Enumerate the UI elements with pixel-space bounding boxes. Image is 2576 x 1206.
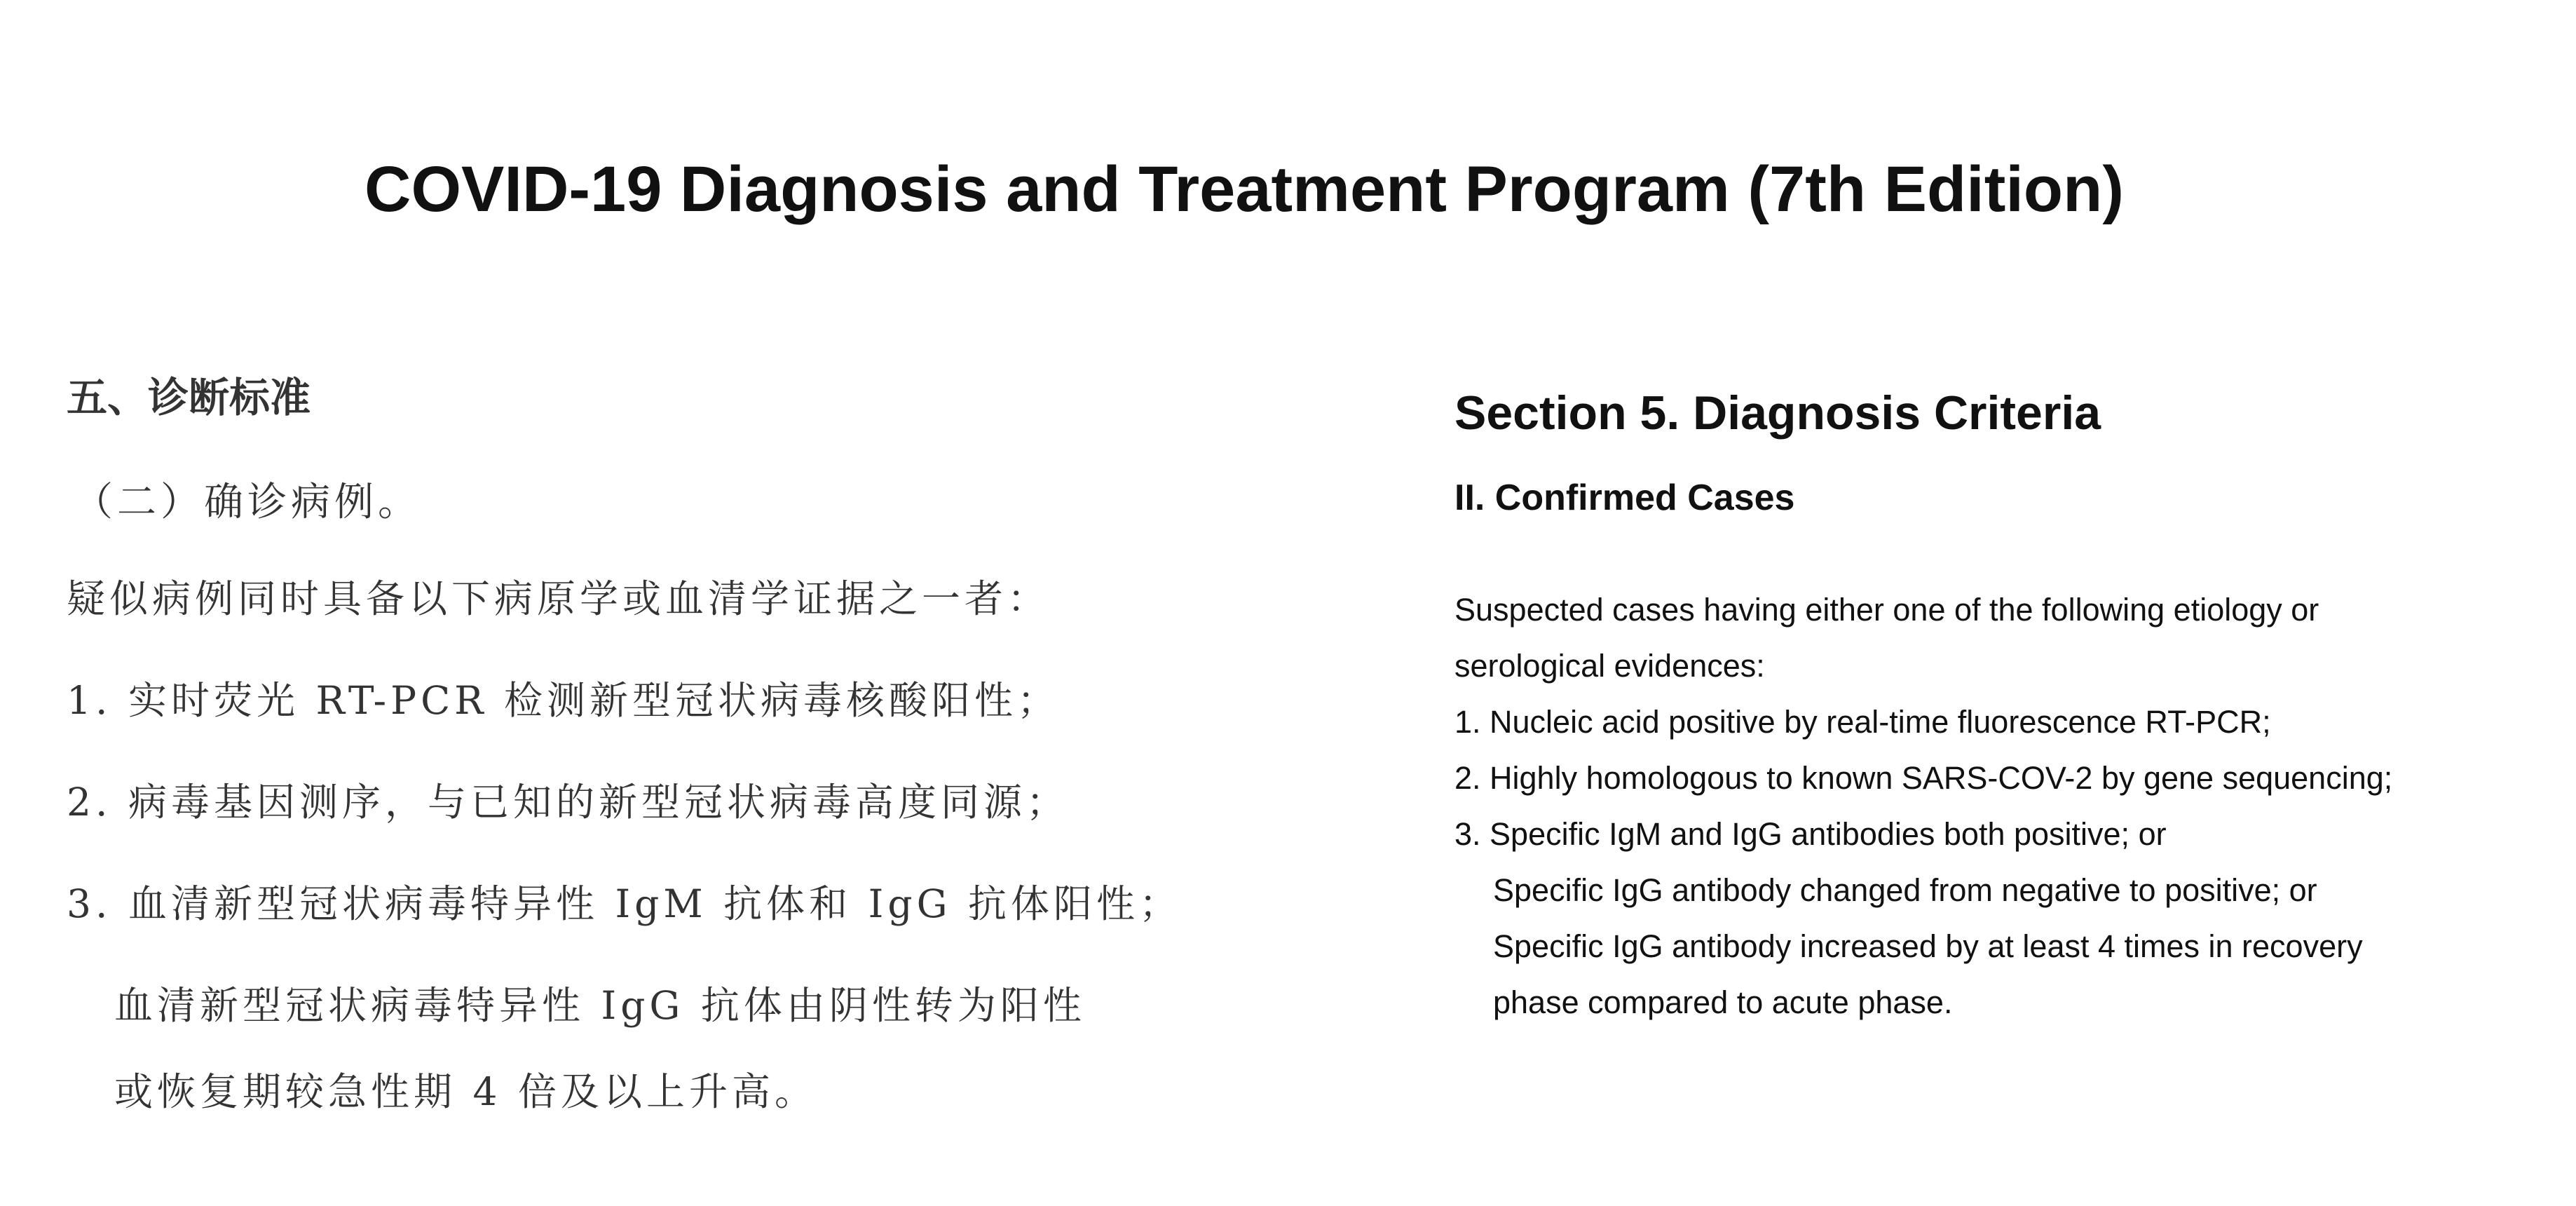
en-item-1: 1. Nucleic acid positive by real-time fluorescence RT-PCR; <box>1454 704 2271 740</box>
zh-item-3-continuation-2: 或恢复期较急性期 4 倍及以上升高。 <box>114 1069 817 1114</box>
zh-item-3: 3. 血清新型冠状病毒特异性 IgM 抗体和 IgG 抗体阳性； <box>67 881 1183 926</box>
en-item-3-continuation-2: Specific IgG antibody increased by at least 4 times in recovery <box>1493 928 2363 964</box>
english-translation-column <box>1454 386 2548 1031</box>
en-section-heading: Section 5. Diagnosis Criteria <box>1454 386 2101 440</box>
en-subheading: II. Confirmed Cases <box>1454 477 1795 518</box>
zh-subheading: （二）确诊病例。 <box>74 480 421 525</box>
en-item-3: 3. Specific IgM and IgG antibodies both positive; or <box>1454 816 2167 852</box>
en-item-3-continuation-3: phase compared to acute phase. <box>1493 984 1953 1020</box>
en-item-3-continuation-1: Specific IgG antibody changed from negative to positive; or <box>1493 872 2317 908</box>
zh-item-3-continuation-1: 血清新型冠状病毒特异性 IgG 抗体由阴性转为阳性 <box>114 983 1086 1028</box>
en-intro-line-2: serological evidences: <box>1454 648 1765 684</box>
zh-item-2: 2. 病毒基因测序，与已知的新型冠状病毒高度同源； <box>67 780 1069 825</box>
zh-section-heading: 五、诊断标准 <box>67 374 311 421</box>
zh-intro: 疑似病例同时具备以下病原学或血清学证据之一者： <box>67 576 1051 621</box>
zh-item-1: 1. 实时荧光 RT-PCR 检测新型冠状病毒核酸阳性； <box>67 678 1061 723</box>
en-intro-line-1: Suspected cases having either one of the following etiology or <box>1454 592 2319 628</box>
chinese-original-column <box>67 365 1188 1147</box>
page-title: COVID-19 Diagnosis and Treatment Program (7th Edition) <box>364 154 2124 225</box>
en-item-2: 2. Highly homologous to known SARS-COV-2 by gene sequencing; <box>1454 760 2393 796</box>
